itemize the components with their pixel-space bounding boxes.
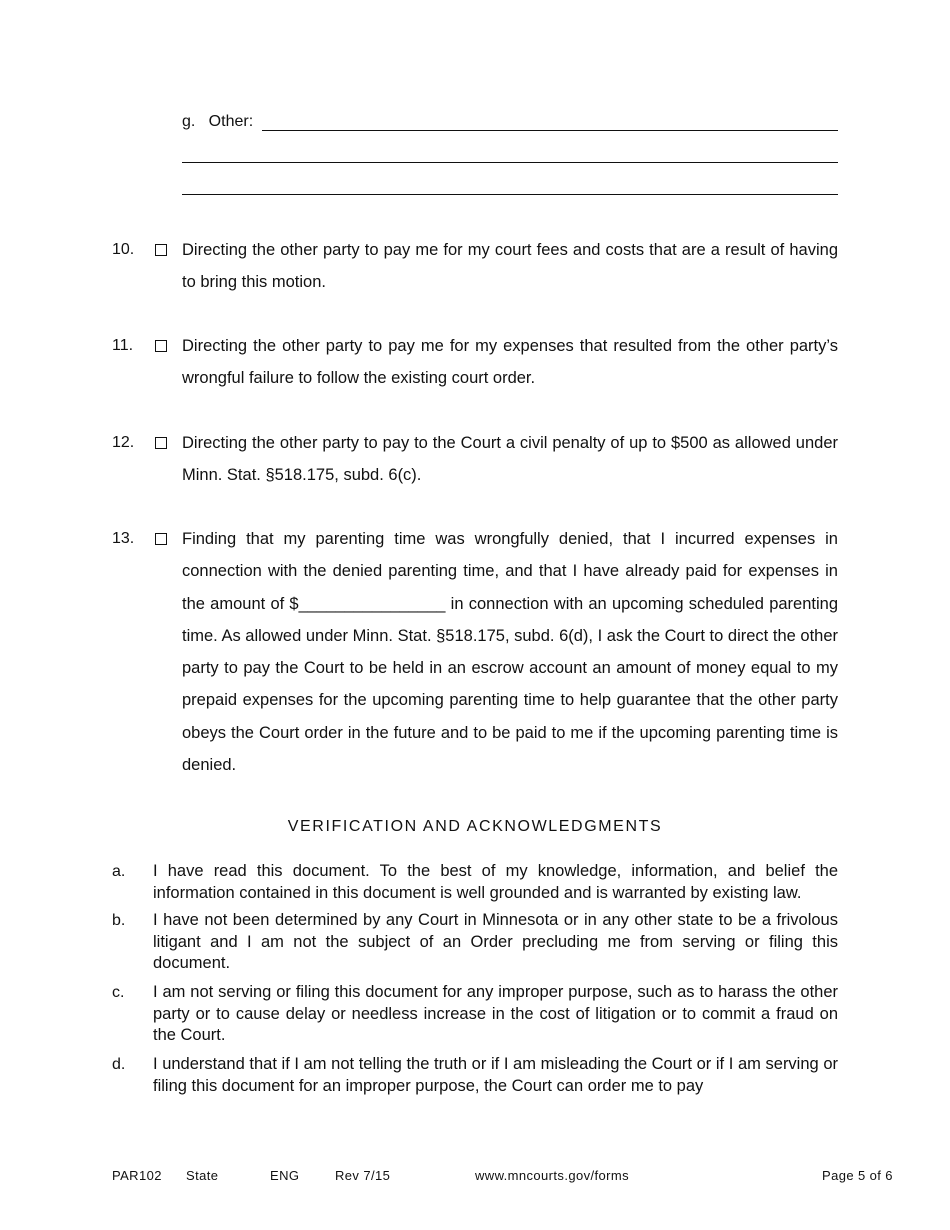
other-field-line-1[interactable] — [262, 130, 838, 131]
other-field-line-3[interactable] — [182, 194, 838, 195]
item-number: 13. — [112, 530, 135, 547]
item-12-checkbox[interactable] — [155, 437, 167, 449]
verification-item-c: I am not serving or filing this document for any improper purpose, such as to harass the other party or to cause delay or needless increase in the cost of litigation or to commit a fraud on the Court. — [153, 983, 838, 1044]
item-11-checkbox[interactable] — [155, 340, 167, 352]
verification-heading: VERIFICATION AND ACKNOWLEDGMENTS — [287, 818, 663, 835]
verification-letter: d. — [112, 1056, 126, 1073]
other-field-line-2[interactable] — [182, 162, 838, 163]
item-10-checkbox[interactable] — [155, 244, 167, 256]
item-13-checkbox[interactable] — [155, 533, 167, 545]
item-number: 11. — [112, 337, 134, 354]
item-13-text: Finding that my parenting time was wrongfully denied, that I incurred expenses in connection with the denied parenting time, and that I have already paid for expenses in the amount of $________________ in connection with an upcoming scheduled parenting time. As allowed under Minn. Stat. §518.175, subd. 6(d), I ask the Court to direct the other party to pay the Court to be held in an escrow account an amount of money equal to my prepaid expenses for the upcoming parenting time to help guarantee that the other party obeys the Court order in the future and to be paid to me if the upcoming parenting time is denied. — [182, 530, 838, 775]
footer-page-number: Page 5 of 6 — [822, 1168, 893, 1183]
footer-form-id: PAR102 — [112, 1168, 162, 1183]
item-number: 10. — [112, 241, 135, 258]
item-12-text: Directing the other party to pay to the Court a civil penalty of up to $500 as allowed under Minn. Stat. §518.175, subd. 6(c). — [182, 434, 838, 485]
item-number: 12. — [112, 434, 135, 451]
verification-item-a: I have read this document. To the best of my knowledge, information, and belief the information contained in this document is well grounded and is warranted by existing law. — [153, 862, 838, 902]
verification-letter: a. — [112, 863, 126, 880]
verification-letter: b. — [112, 912, 126, 929]
verification-letter: c. — [112, 984, 125, 1001]
footer-language: ENG — [270, 1168, 300, 1183]
item-11-text: Directing the other party to pay me for my expenses that resulted from the other party’s wrongful failure to follow the existing court order. — [182, 337, 838, 388]
footer-revision: Rev 7/15 — [335, 1168, 391, 1183]
verification-item-b: I have not been determined by any Court in Minnesota or in any other state to be a frivolous litigant and I am not the subject of an Order precluding me from serving or filing this document. — [153, 911, 838, 972]
other-field-label: g. Other: — [182, 113, 254, 130]
footer-jurisdiction: State — [186, 1168, 219, 1183]
verification-item-d: I understand that if I am not telling the truth or if I am misleading the Court or if I am serving or filing this document for an improper purpose, the Court can order me to pay — [153, 1055, 838, 1095]
item-10-text: Directing the other party to pay me for my court fees and costs that are a result of having to bring this motion. — [182, 241, 838, 292]
footer-url[interactable]: www.mncourts.gov/forms — [475, 1168, 630, 1183]
